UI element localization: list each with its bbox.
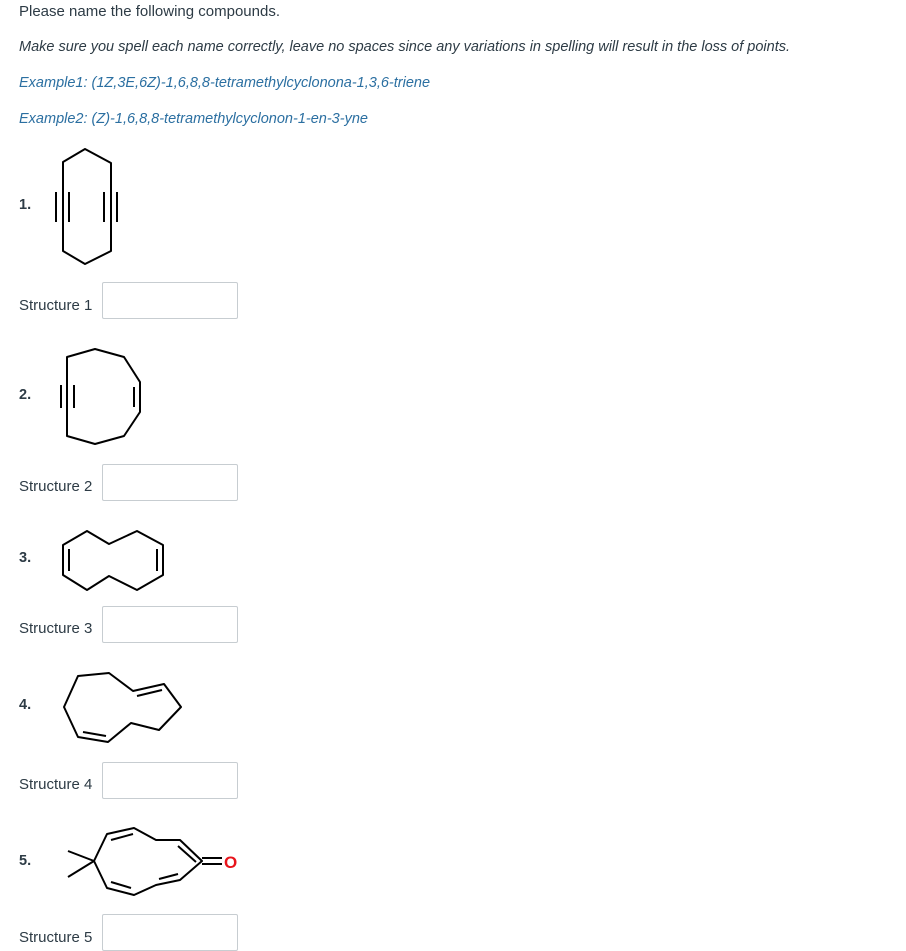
structure-5-answer-input[interactable] (102, 914, 238, 951)
structure-5-double-bond-4 (111, 882, 131, 888)
structure-4-label: Structure 4 (19, 776, 93, 793)
example-2: Example2: (Z)-1,6,8,8-tetramethylcyclonon-1-en-3-yne (19, 111, 368, 127)
spelling-instructions: Make sure you spell each name correctly, leave no spaces since any variations in spelling will result in the loss of points. (19, 39, 791, 55)
structure-5-label: Structure 5 (19, 929, 93, 946)
structure-5-oxygen-label: O (224, 853, 238, 872)
question-number-5: 5. (19, 853, 32, 869)
structure-3-label: Structure 3 (19, 620, 93, 637)
structure-5-methyl-lower (68, 861, 94, 877)
structure-5-ring (94, 828, 202, 895)
question-prompt: Please name the following compounds. (19, 3, 280, 20)
question-number-4: 4. (19, 697, 32, 713)
structure-5-double-bond-3 (159, 874, 178, 879)
question-number-2: 2. (19, 387, 32, 403)
example-1: Example1: (1Z,3E,6Z)-1,6,8,8-tetramethylcyclonona-1,3,6-triene (19, 75, 431, 91)
question-number-3: 3. (19, 550, 32, 566)
structure-1-label: Structure 1 (19, 297, 93, 314)
structure-5-methyl-upper (68, 851, 94, 861)
structure-5-double-bond-1 (111, 834, 133, 840)
structure-2-label: Structure 2 (19, 478, 93, 495)
question-number-1: 1. (19, 197, 32, 213)
